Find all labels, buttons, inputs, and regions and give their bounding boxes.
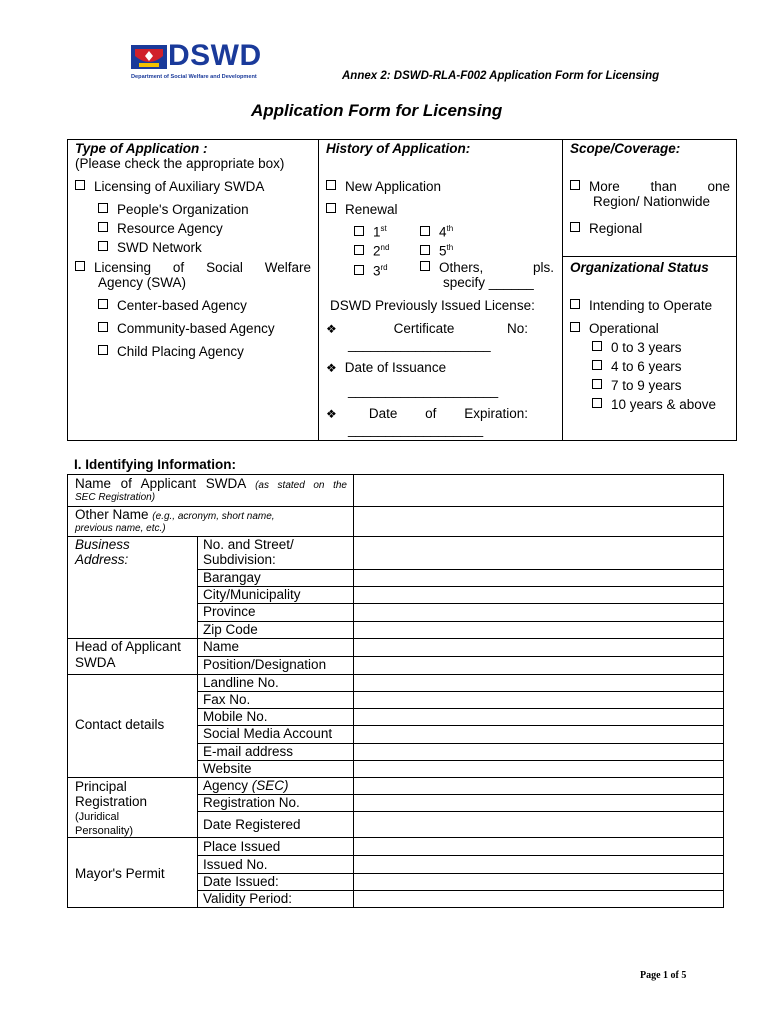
- swa-option-center[interactable]: Center-based Agency: [98, 298, 247, 313]
- page-number: Page 1 of 5: [640, 970, 687, 981]
- aux-option[interactable]: Licensing of Auxiliary SWDA: [75, 179, 264, 194]
- renewal-specify[interactable]: specify ______: [443, 275, 534, 290]
- renewal-5th[interactable]: 5th: [420, 240, 453, 259]
- checkbox[interactable]: [592, 360, 602, 370]
- identifying-table: [67, 474, 724, 908]
- name-applicant-note: SEC Registration): [75, 492, 156, 503]
- checkbox[interactable]: [75, 261, 85, 271]
- years-0-3[interactable]: 0 to 3 years: [592, 340, 682, 355]
- checkbox[interactable]: [420, 245, 430, 255]
- checkbox[interactable]: [98, 299, 108, 309]
- renewal-1st[interactable]: 1st: [354, 221, 387, 240]
- other-name-label: Other Name (e.g., acronym, short name,: [75, 507, 275, 522]
- validity-label: Validity Period:: [203, 891, 293, 906]
- date-issued-label: Date Issued:: [203, 874, 279, 889]
- dswd-logo: [131, 39, 281, 83]
- scope-more[interactable]: More than one: [570, 179, 730, 194]
- contact-label: Contact details: [75, 717, 165, 732]
- juridical-label: (Juridical: [75, 811, 120, 823]
- checkbox[interactable]: [354, 265, 364, 275]
- scope-heading: Scope/Coverage:: [570, 141, 681, 156]
- barangay-label: Barangay: [203, 570, 261, 585]
- history-heading: History of Application:: [326, 141, 471, 156]
- license-heading: DSWD Previously Issued License:: [330, 298, 535, 313]
- expiration-blank[interactable]: __________________: [348, 422, 484, 437]
- type-instruction: (Please check the appropriate box): [75, 156, 285, 171]
- reg-no-label: Registration No.: [203, 795, 300, 810]
- website-label: Website: [203, 761, 252, 776]
- application-type-table: [67, 139, 737, 441]
- zip-label: Zip Code: [203, 622, 258, 637]
- history-new[interactable]: New Application: [326, 179, 441, 194]
- aux-option-resource[interactable]: Resource Agency: [98, 221, 223, 236]
- checkbox[interactable]: [420, 226, 430, 236]
- agency-label: Agency (SEC): [203, 778, 289, 793]
- license-issuance: ❖ Date of Issuance: [326, 360, 447, 375]
- checkbox[interactable]: [98, 345, 108, 355]
- license-expiration: ❖ Date of Expiration:: [326, 406, 529, 421]
- status-operational[interactable]: Operational: [570, 321, 659, 336]
- other-name-note: previous name, etc.): [75, 523, 166, 534]
- years-10-above[interactable]: 10 years & above: [592, 397, 716, 412]
- place-issued-label: Place Issued: [203, 839, 281, 854]
- annex-label: Annex 2: DSWD-RLA-F002 Application Form for Licensing: [342, 70, 660, 82]
- logo-text: DSWD: [168, 39, 262, 72]
- certificate-blank[interactable]: ___________________: [348, 337, 491, 352]
- diamond-bullet-icon: ❖: [326, 407, 361, 421]
- identifying-heading: I. Identifying Information:: [74, 457, 236, 472]
- checkbox[interactable]: [570, 299, 580, 309]
- swa-option-line2: Agency (SWA): [98, 275, 187, 290]
- license-certificate: ❖ Certificate No:: [326, 321, 528, 336]
- org-status-heading: Organizational Status: [570, 260, 709, 275]
- checkbox[interactable]: [592, 341, 602, 351]
- years-4-6[interactable]: 4 to 6 years: [592, 359, 682, 374]
- checkbox[interactable]: [354, 226, 364, 236]
- checkbox[interactable]: [75, 180, 85, 190]
- aux-option-po[interactable]: People's Organization: [98, 202, 249, 217]
- business-label: Business: [75, 537, 130, 552]
- aux-option-network[interactable]: SWD Network: [98, 240, 202, 255]
- renewal-2nd[interactable]: 2nd: [354, 240, 389, 259]
- registration-label: Registration: [75, 794, 148, 809]
- checkbox[interactable]: [420, 261, 430, 271]
- checkbox[interactable]: [570, 322, 580, 332]
- renewal-others[interactable]: Others, pls.: [420, 260, 554, 275]
- checkbox[interactable]: [592, 398, 602, 408]
- email-label: E-mail address: [203, 744, 294, 759]
- head-name-label: Name: [203, 639, 240, 654]
- issuance-blank[interactable]: ____________________: [348, 383, 499, 398]
- checkbox[interactable]: [98, 322, 108, 332]
- page-title: Application Form for Licensing: [251, 101, 503, 120]
- renewal-4th[interactable]: 4th: [420, 221, 453, 240]
- principal-label: Principal: [75, 779, 127, 794]
- checkbox[interactable]: [98, 203, 108, 213]
- position-label: Position/Designation: [203, 657, 327, 672]
- history-renewal[interactable]: Renewal: [326, 202, 398, 217]
- checkbox[interactable]: [98, 222, 108, 232]
- swa-option[interactable]: Licensing of Social Welfare: [75, 260, 311, 275]
- city-label: City/Municipality: [203, 587, 301, 602]
- scope-more-line2: Region/ Nationwide: [593, 194, 711, 209]
- swa-option-child[interactable]: Child Placing Agency: [98, 344, 244, 359]
- renewal-3rd[interactable]: 3rd: [354, 260, 388, 279]
- checkbox[interactable]: [326, 180, 336, 190]
- province-label: Province: [203, 604, 256, 619]
- date-registered-label: Date Registered: [203, 817, 301, 832]
- issued-no-label: Issued No.: [203, 857, 268, 872]
- checkbox[interactable]: [592, 379, 602, 389]
- checkbox[interactable]: [570, 222, 580, 232]
- scope-regional[interactable]: Regional: [570, 221, 642, 236]
- status-intending[interactable]: Intending to Operate: [570, 298, 712, 313]
- swa-option-community[interactable]: Community-based Agency: [98, 321, 275, 336]
- dswd-emblem-icon: [131, 43, 171, 71]
- checkbox[interactable]: [570, 180, 580, 190]
- landline-label: Landline No.: [203, 675, 279, 690]
- checkbox[interactable]: [354, 245, 364, 255]
- address-label: Address:: [75, 552, 129, 567]
- name-applicant-label: Name of Applicant SWDA (as stated on the: [75, 476, 347, 491]
- diamond-bullet-icon: ❖: [326, 322, 386, 336]
- logo-subtitle: Department of Social Welfare and Development: [131, 74, 257, 80]
- street-label: No. and Street/: [203, 537, 294, 552]
- subdivision-label: Subdivision:: [203, 552, 276, 567]
- head-label: Head of Applicant: [75, 639, 181, 654]
- checkbox[interactable]: [98, 241, 108, 251]
- fax-label: Fax No.: [203, 692, 251, 707]
- mobile-label: Mobile No.: [203, 709, 268, 724]
- diamond-bullet-icon: ❖: [326, 361, 337, 375]
- head-label-2: SWDA: [75, 655, 116, 670]
- social-label: Social Media Account: [203, 726, 333, 741]
- checkbox[interactable]: [326, 203, 336, 213]
- years-7-9[interactable]: 7 to 9 years: [592, 378, 682, 393]
- mayor-permit-label: Mayor's Permit: [75, 866, 165, 881]
- juridical-label-2: Personality): [75, 825, 134, 837]
- type-heading: Type of Application :: [75, 141, 208, 156]
